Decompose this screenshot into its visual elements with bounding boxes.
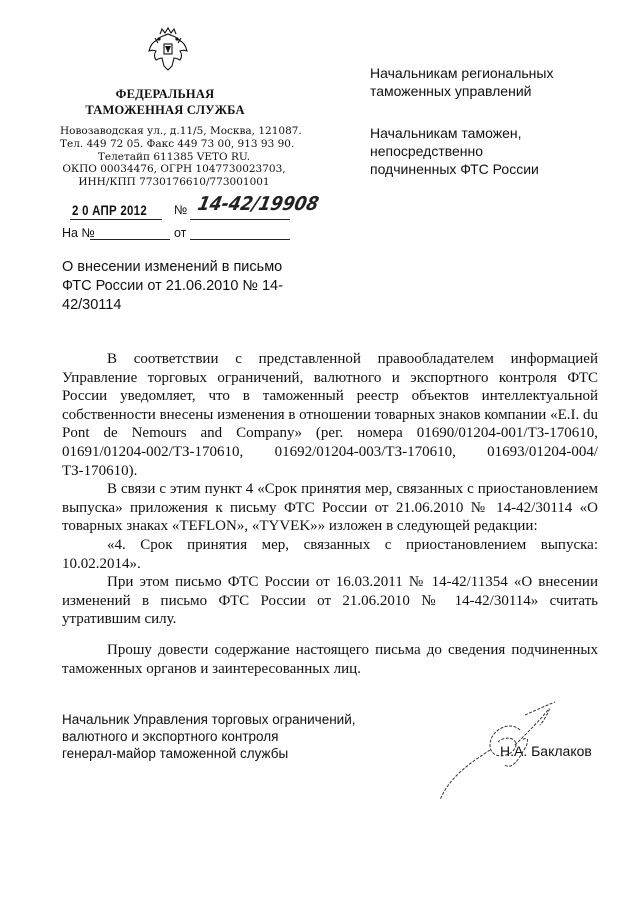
ref-number-line (90, 239, 170, 240)
body-paragraph-5: Прошу довести содержание настоящего письма до сведения подчиненных таможенных органов и заинтересованных лиц. (62, 641, 598, 677)
contacts-phone: Тел. 449 72 05. Факс 449 73 00, 913 93 90. (60, 137, 295, 150)
ref-from-label: от (174, 226, 187, 240)
letter-subject: О внесении изменений в письмо ФТС России от 21.06.2010 № 14-42/30114 (62, 259, 283, 313)
body-paragraph-2: В связи с этим пункт 4 «Срок принятия мер, связанных с приостановлением выпуска» приложения к письму ФТС России от 21.06.2010 № 14-42/30114 «О товарных знаках «TEFLON», «TYVEK»» изложен в следующей редакции: (62, 481, 598, 535)
signer-title-line2: валютного и экспортного контроля (62, 729, 279, 744)
double-headed-eagle-emblem-icon (146, 26, 190, 72)
body-paragraph-4: При этом письмо ФТС России от 16.03.2011 № 14-42/11354 «О внесении изменений в письмо ФТС России от 21.06.2010 № 14-42/30114» считать утратившим силу. (62, 574, 598, 628)
signer-title-line1: Начальник Управления торговых ограничений, (62, 712, 356, 727)
contacts-address: Новозаводская ул., д.11/5, Москва, 121087. (60, 125, 302, 137)
number-symbol: № (174, 203, 188, 217)
signer-title-line3: генерал-майор таможенной службы (62, 746, 289, 761)
contacts-inn: ИНН/КПП 7730176610/773001001 (78, 176, 270, 189)
number-underline (190, 219, 290, 220)
org-name-line2: ТАМОЖЕННАЯ СЛУЖБА (85, 103, 245, 117)
registration-date: 2 0 АПР 2012 (72, 203, 147, 218)
signer-name: Н.А. Баклаков (500, 743, 592, 759)
registration-number: 14-42/19908 (195, 193, 321, 215)
letter-body (62, 350, 598, 678)
ref-date-line (190, 239, 290, 240)
org-name (60, 86, 270, 118)
signer-title (62, 711, 392, 762)
ref-number-label: На № (62, 226, 95, 240)
date-underline (70, 219, 162, 220)
org-contacts (60, 125, 302, 189)
contacts-okpo: ОКПО 00034476, ОГРН 1047730023703, (62, 163, 286, 176)
recipient-regional: Начальникам региональных таможенных управлений (370, 65, 554, 99)
body-paragraph-3: «4. Срок принятия мер, связанных с приостановлением выпуска: 10.02.2014». (62, 536, 598, 572)
contacts-teletype: Телетайп 611385 VETO RU. (97, 150, 251, 163)
body-paragraph-1: В соответствии с представленной правообладателем информацией Управление торговых ограничений, валютного и экспортного контроля ФТС России уведомляет, что в таможенный реестр объектов интеллектуальной собственности внесены изменения в отношении товарных знаков компании «E.I. du Pont de Nemours and Company» (рег. номера 01690/01204-001/ТЗ-170610, 01691/01204-002/ТЗ-170610, 01692/01204-003/ТЗ-170610, 01693/01204-004/ТЗ-170610). (62, 351, 598, 479)
org-name-line1: ФЕДЕРАЛЬНАЯ (115, 87, 215, 101)
recipient-customs: Начальникам таможен, непосредственно подчиненных ФТС России (370, 125, 539, 177)
